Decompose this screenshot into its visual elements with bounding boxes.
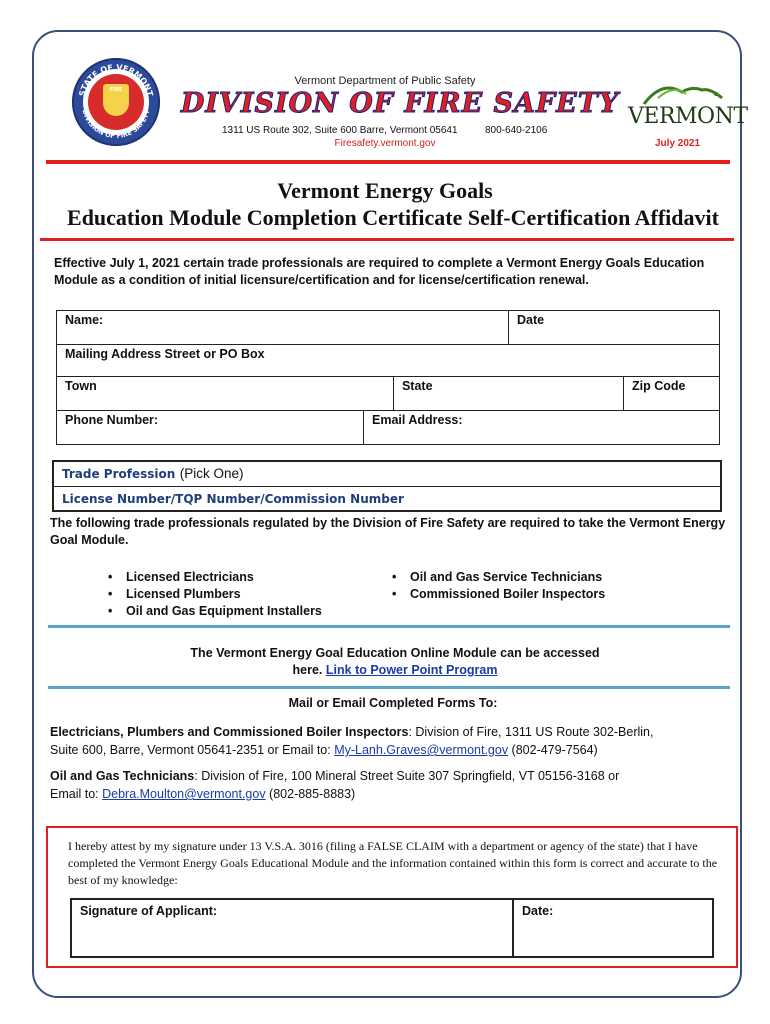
regulated-professionals-text: The following trade professionals regulated by the Division of Fire Safety are required to take the Vermont Energy Goal Module. xyxy=(50,516,726,547)
electricians-email-link[interactable]: My-Lanh.Graves@vermont.gov xyxy=(334,743,509,757)
mailing-address-label: Mailing Address Street or PO Box xyxy=(65,347,265,361)
town-label: Town xyxy=(65,379,97,393)
trade-list-left xyxy=(108,569,322,620)
header-address: 1311 US Route 302, Suite 600 Barre, Vermont 05641 xyxy=(222,125,458,136)
mail-oil-gas-label: Oil and Gas Technicians xyxy=(50,769,195,783)
seal-center-text: FIRE xyxy=(109,87,123,93)
header-phone: 800-640-2106 xyxy=(485,125,548,136)
seal-text-top: STATE OF VERMONT xyxy=(77,62,155,98)
license-number-label: License Number/TQP Number/Commission Number xyxy=(62,492,404,506)
pick-one-label: (Pick One) xyxy=(179,466,244,481)
state-label: State xyxy=(401,379,433,393)
oil-gas-email-link[interactable]: Debra.Moulton@vermont.gov xyxy=(102,787,266,801)
form-date: July 2021 xyxy=(655,138,701,149)
mail-electricians-address: : Division of Fire, 1311 US Route 302-Berlin, xyxy=(408,725,654,739)
page-title-line2: Education Module Completion Certificate Self-Certification Affidavit xyxy=(67,205,719,230)
mail-oil-gas-paragraph xyxy=(50,767,730,803)
header-website: Firesafety.vermont.gov xyxy=(334,138,436,149)
name-field[interactable] xyxy=(57,311,509,345)
list-item: • Oil and Gas Equipment Installers xyxy=(126,603,322,620)
phone-field[interactable] xyxy=(57,411,364,445)
signature-field[interactable] xyxy=(71,899,513,957)
vermont-wordmark: VERMONT xyxy=(628,104,748,129)
division-title: DIVISION OF FIRE SAFETY xyxy=(180,88,620,119)
power-point-link[interactable]: Link to Power Point Program xyxy=(325,663,498,677)
list-item: • Oil and Gas Service Technicians xyxy=(410,569,605,586)
zip-label: Zip Code xyxy=(632,379,686,393)
trade-profession-label: Trade Profession xyxy=(62,467,176,481)
zip-field[interactable] xyxy=(624,377,720,411)
trade-profession-row[interactable] xyxy=(54,462,720,487)
list-item: • Licensed Electricians xyxy=(126,569,322,586)
mail-forms-heading: Mail or Email Completed Forms To: xyxy=(288,696,498,710)
intro-paragraph: Effective July 1, 2021 certain trade professionals are required to complete a Vermont Energy Goals Education Module as a condition of initial licensure/certification and for license/certification renewal. xyxy=(54,256,705,287)
page-title-line1: Vermont Energy Goals xyxy=(277,178,493,203)
license-number-row[interactable] xyxy=(62,490,404,508)
electricians-phone: (802-479-7564) xyxy=(508,743,598,757)
trade-profession-box xyxy=(52,460,722,512)
module-access-here: here. xyxy=(292,663,323,677)
name-label: Name: xyxy=(65,313,104,327)
module-access-text xyxy=(0,645,770,679)
applicant-info-table xyxy=(56,310,720,445)
attestation-box xyxy=(46,826,738,968)
phone-label: Phone Number: xyxy=(65,413,159,427)
department-name: Vermont Department of Public Safety xyxy=(294,75,476,87)
date-field[interactable] xyxy=(509,311,720,345)
module-access-line1: The Vermont Energy Goal Education Online Module can be accessed xyxy=(190,646,600,660)
trade-list-right xyxy=(392,569,605,603)
seal-text-bottom: DIVISION OF FIRE SAFETY xyxy=(80,108,152,141)
mail-electricians-address-2: Suite 600, Barre, Vermont 05641-2351 or Email to: xyxy=(50,743,335,757)
state-field[interactable] xyxy=(393,377,623,411)
signature-label: Signature of Applicant: xyxy=(80,904,218,918)
signature-table xyxy=(70,898,714,958)
mailing-address-field[interactable] xyxy=(57,345,720,377)
svg-text:DIVISION OF FIRE SAFETY xyxy=(81,108,152,140)
list-item: • Licensed Plumbers xyxy=(126,586,322,603)
attestation-text: I hereby attest by my signature under 13 V.S.A. 3016 (filing a FALSE CLAIM with a department or agency of the state) that I have completed the Vermont Energy Goals Educational Module and the information contained within this form is correct and accurate to the best of my knowledge: xyxy=(68,839,718,887)
email-label: Email Address: xyxy=(372,413,463,427)
fire-safety-seal-logo xyxy=(72,58,160,146)
section-divider-1 xyxy=(48,625,730,628)
mail-oil-gas-address: : Division of Fire, 100 Mineral Street Suite 307 Springfield, VT 05156-3168 or xyxy=(194,769,620,783)
email-field[interactable] xyxy=(364,411,720,445)
list-item: • Commissioned Boiler Inspectors xyxy=(410,586,605,603)
header-divider xyxy=(46,160,730,164)
mail-electricians-label: Electricians, Plumbers and Commissioned Boiler Inspectors xyxy=(50,725,409,739)
town-field[interactable] xyxy=(57,377,394,411)
section-divider-2 xyxy=(48,686,730,689)
mail-oil-gas-address-2: Email to: xyxy=(50,787,103,801)
date-label: Date xyxy=(517,313,545,327)
oil-gas-phone: (802-885-8883) xyxy=(265,787,356,801)
mail-electricians-paragraph xyxy=(50,723,730,759)
seal-lettering xyxy=(72,58,160,146)
signature-date-field[interactable] xyxy=(513,899,713,957)
title-divider xyxy=(40,238,734,241)
signature-date-label: Date: xyxy=(522,904,554,918)
